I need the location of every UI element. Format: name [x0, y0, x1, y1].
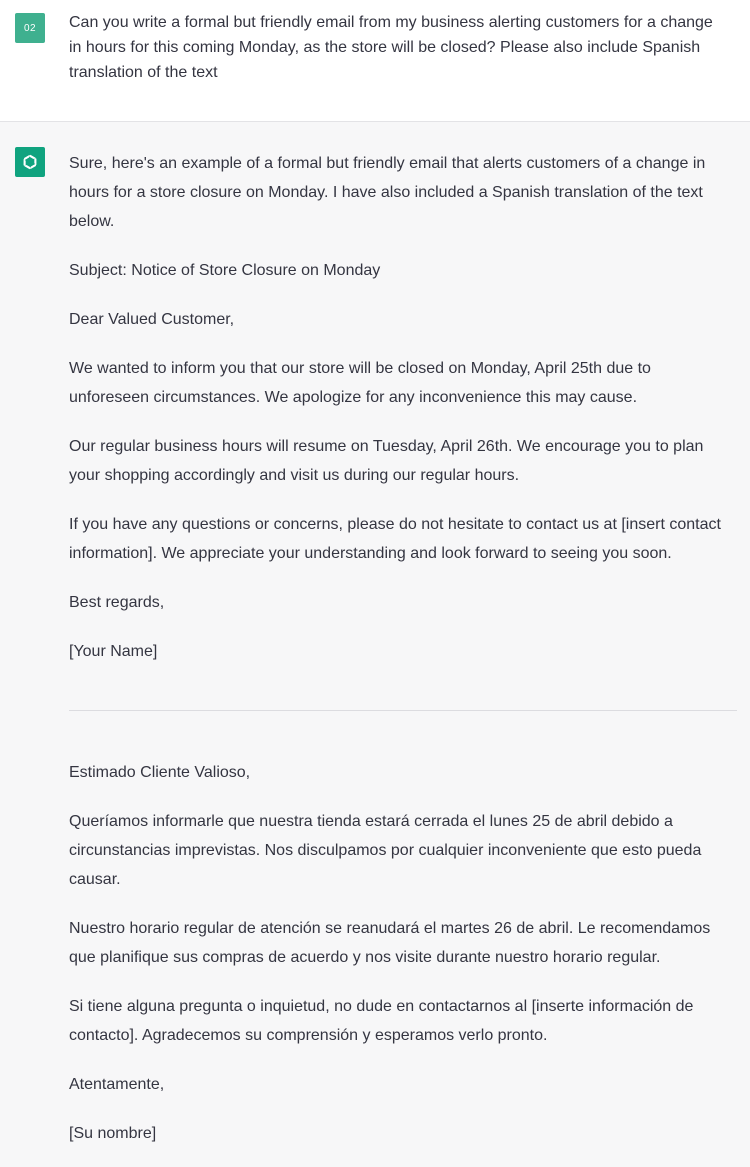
user-message	[0, 0, 750, 122]
assistant-message	[0, 122, 750, 1167]
spanish-paragraph-1: Queríamos informarle que nuestra tienda estará cerrada el lunes 25 de abril debido a circunstancias imprevistas. Nos disculpamos por cualquier inconveniente que esto pueda causar.	[69, 813, 702, 888]
user-message-text: Can you write a formal but friendly email from my business alerting customers for a change in hours for this coming Monday, as the store will be closed? Please also include Spanish translation of the text	[69, 14, 713, 81]
email-paragraph-2: Our regular business hours will resume on Tuesday, April 26th. We encourage you to plan your shopping accordingly and visit us during our regular hours.	[69, 438, 704, 484]
email-greeting: Dear Valued Customer,	[69, 311, 235, 328]
intro-paragraph: Sure, here's an example of a formal but friendly email that alerts customers of a change in hours for a store closure on Monday. I have also included a Spanish translation of the text below.	[69, 155, 706, 230]
email-signature: [Your Name]	[69, 643, 158, 660]
user-avatar-label: 02	[23, 22, 37, 34]
email-paragraph-3: If you have any questions or concerns, please do not hesitate to contact us at [insert contact information]. We appreciate your understanding and look forward to seeing you soon.	[69, 516, 721, 562]
spanish-paragraph-2: Nuestro horario regular de atención se reanudará el martes 26 de abril. Le recomendamos que planifique sus compras de acuerdo y nos visite durante nuestro horario regular.	[69, 920, 711, 966]
email-paragraph-1: We wanted to inform you that our store will be closed on Monday, April 25th due to unforeseen circumstances. We apologize for any inconvenience this may cause.	[69, 360, 651, 406]
spanish-closing: Atentamente,	[69, 1076, 165, 1093]
email-closing: Best regards,	[69, 594, 165, 611]
user-avatar	[15, 13, 45, 43]
spanish-signature: [Su nombre]	[69, 1125, 157, 1142]
chatgpt-logo-icon	[15, 147, 45, 177]
spanish-paragraph-3: Si tiene alguna pregunta o inquietud, no dude en contactarnos al [inserte información de contacto]. Agradecemos su comprensión y esperamos verlo pronto.	[69, 998, 694, 1044]
assistant-message-text	[69, 149, 729, 1167]
spanish-greeting: Estimado Cliente Valioso,	[69, 764, 251, 781]
section-divider	[69, 710, 737, 711]
email-subject: Subject: Notice of Store Closure on Monday	[69, 262, 381, 279]
